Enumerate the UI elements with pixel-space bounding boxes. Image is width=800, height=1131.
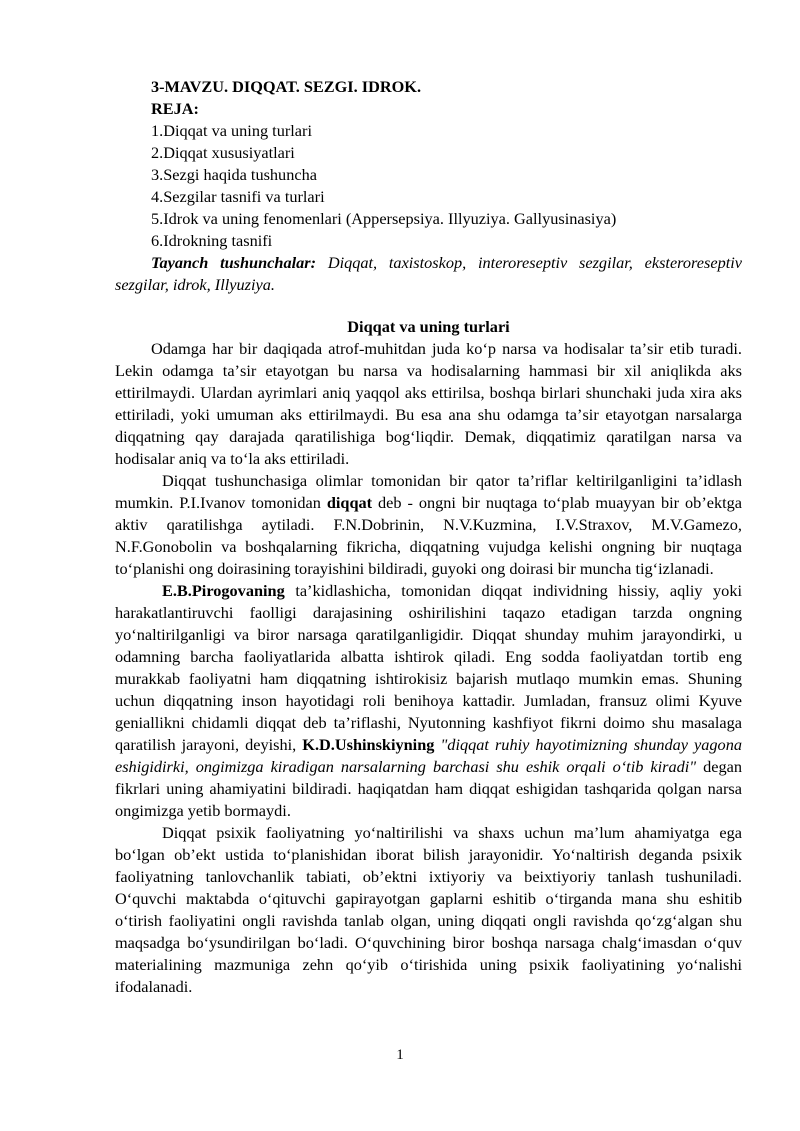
paragraph-2 xyxy=(115,470,742,580)
plan-item: 1.Diqqat va uning turlari xyxy=(151,121,312,140)
author-pirogova: E.B.Pirogovaning xyxy=(162,581,285,600)
paragraph-2-text: Diqqat tushunchasiga olimlar tomonidan bir qator taʼriflar keltirilganligini taʼidlash mumkin. P.I.Ivanov tomonidan xyxy=(115,471,742,512)
plan-label: REJA: xyxy=(151,99,199,118)
document-title: 3-MAVZU. DIQQAT. SEZGI. IDROK. xyxy=(151,77,422,96)
author-ushinskiy: K.D.Ushinskiyning xyxy=(302,735,435,754)
paragraph-2-text-cont: deb - ongni bir nuqtaga toʻplab muayyan bir obʼektga aktiv qaratilishga aytiladi. F.N.Dobrinin, N.V.Kuzmina, I.V.Straxov, M.V.Gamezo, N.F.Gonobolin va boshqalarning fikricha, diqqatning vujudga kelishi ongning bir nuqtaga toʻplanishi ong doirasining torayishini bildiradi, guyoki ong doirasi bir muncha tigʻizlanadi. xyxy=(115,493,742,578)
plan-item: 6.Idrokning tasnifi xyxy=(151,231,273,250)
page-number: 1 xyxy=(396,1047,404,1063)
paragraph-3 xyxy=(115,580,742,822)
term-diqqat: diqqat xyxy=(326,493,373,512)
plan-item: 2.Diqqat xususiyatlari xyxy=(151,143,295,162)
key-terms xyxy=(115,252,742,296)
paragraph-3-text: taʼkidlashicha, tomonidan diqqat individning hissiy, aqliy yoki harakatlantiruvchi faolligi darajasining oshirilishini taqazo etadigan tarzda ongning yoʻnaltirilganligi va biror narsaga qaratilganligidir. Diqqat shunday muhim jarayondirki, u odamning barcha faoliyatlarida albatta ishtirok qiladi. Eng sodda faoliyatdan tortib eng murakkab faoliyatni ham diqqatning ishtirokisiz bajarish mutlaqo mumkin emas. Shuning uchun diqqatning inson hayotidagi roli benihoya kattadir. Jumladan, fransuz olimi Kyuve geniallikni chidamli diqqat deb taʼriflashi, Nyutonning kashfiyot fikrni doimo shu masalaga qaratilish jarayoni, deyishi, xyxy=(115,581,742,754)
paragraph-4: Diqqat psixik faoliyatning yoʻnaltirilishi va shaxs uchun maʼlum ahamiyatga ega boʻlgan obʼekt ustida toʻplanishidan iborat bilish jarayonidir. Yoʻnaltirish deganda psixik faoliyatning tanlovchanlik tabiati, obʼektni ixtiyoriy va beixtiyoriy tanlash tushuniladi. Oʻquvchi maktabda oʻqituvchi gapirayotgan gaplarni eshitib oʻtirganda mana shu eshitib oʻtirish faoliyatini ongli ravishda tanlab olgan, uning diqqati ongli ravishda qoʻzgʻalgan shu maqsadga boʻysundirilgan boʻladi. Oʻquvchining biror boshqa narsaga chalgʻimasdan oʻquv materialining mazmuniga zehn qoʻyib oʻtirishida uning psixik faoliyatining yoʻnalishi ifodalanadi. xyxy=(115,823,742,996)
plan-item: 5.Idrok va uning fenomenlari (Appersepsiya. Illyuziya. Gallyusinasiya) xyxy=(151,209,617,228)
plan-item: 3.Sezgi haqida tushuncha xyxy=(151,165,317,184)
quote-ushinskiy: "diqqat ruhiy hayotimizning shunday yagona eshigidirki, ongimizga kiradigan narsalarning barchasi shu eshik orqali oʻtib kiradi" xyxy=(115,735,742,776)
plan-item: 4.Sezgilar tasnifi va turlari xyxy=(151,187,325,206)
key-terms-label: Tayanch tushunchalar: xyxy=(151,253,317,272)
paragraph-3-text-cont: degan fikrlari uning ahamiyatini bildiradi. haqiqatdan ham diqqat eshigidan tashqarida qolgan narsa ongimizga yetib bormaydi. xyxy=(115,757,742,820)
section-heading: Diqqat va uning turlari xyxy=(347,317,510,336)
paragraph-1: Odamga har bir daqiqada atrof-muhitdan juda koʻp narsa va hodisalar taʼsir etib turadi. Lekin odamga taʼsir etayotgan bu narsa va hodisalarning hammasi bir xil aniqlikda aks ettirilmaydi. Ulardan ayrimlari aniq yaqqol aks ettirilsa, boshqa birlari shunchaki juda xira aks ettiriladi, yoki umuman aks ettirilmaydi. Bu esa ana shu odamga taʼsir etayotgan narsalarga diqqatning qay darajada qaratilishiga bogʻliqdir. Demak, diqqatimiz qaratilgan narsa va hodisalar aniq va toʻla aks ettiriladi. xyxy=(115,339,742,468)
document-page xyxy=(115,76,742,998)
key-terms-text: Diqqat, taxistoskop, interoreseptiv sezgilar, eksteroreseptiv sezgilar, idrok, Illyuziya. xyxy=(115,253,742,294)
